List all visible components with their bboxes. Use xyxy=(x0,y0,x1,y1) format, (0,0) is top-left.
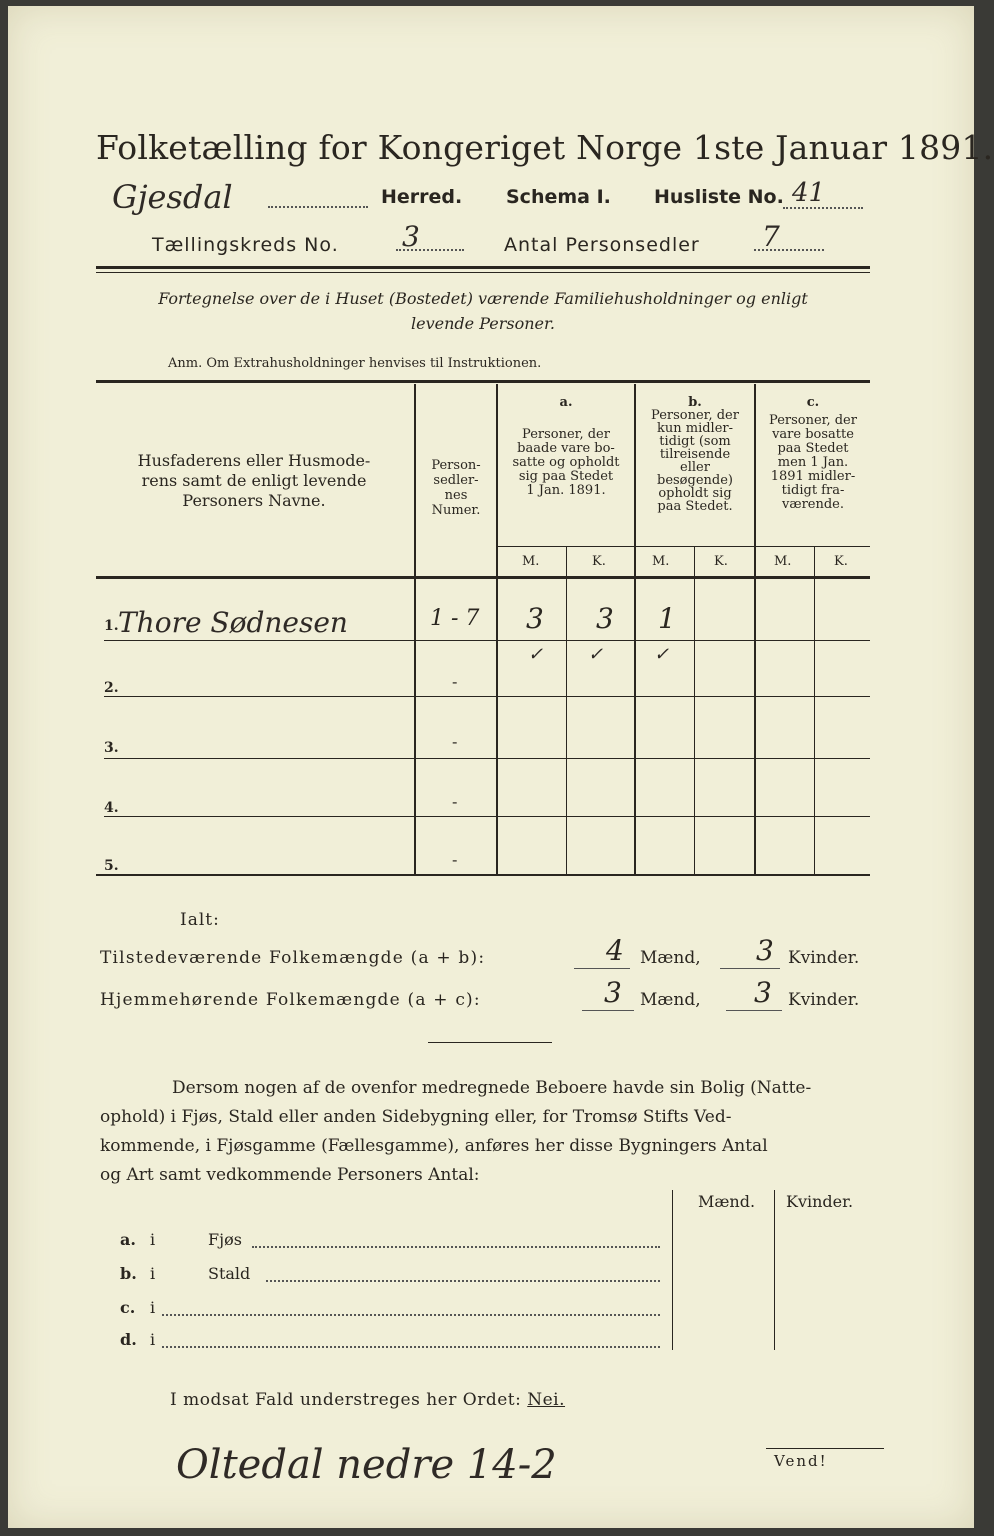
row-4-numer: - xyxy=(452,792,458,811)
a-m-label: M. xyxy=(522,554,540,569)
col-c-line-3: paa Stedet xyxy=(777,441,849,456)
hjemme-maend-label: Mænd, xyxy=(640,990,701,1010)
vend-label: Vend! xyxy=(774,1452,828,1470)
antal-label: Antal Personsedler xyxy=(504,234,700,256)
summary-separator xyxy=(428,1042,552,1043)
row-1-a-k-check: ✓ xyxy=(588,644,604,665)
building-row-d-i: i xyxy=(150,1330,156,1349)
antal-value: 7 xyxy=(762,220,780,253)
row-4-rule xyxy=(104,816,870,817)
building-row-d-dots xyxy=(162,1346,660,1348)
tilstede-kvinder: 3 xyxy=(756,934,774,967)
hjemme-kvinder: 3 xyxy=(754,976,772,1009)
col-b-header xyxy=(636,396,754,513)
col-b-line-6: besøgende) xyxy=(657,473,733,488)
bottom-handwritten-note: Oltedal nedre 14-2 xyxy=(176,1442,557,1488)
b-m-label: M. xyxy=(652,554,670,569)
row-1-a-k: 3 xyxy=(596,602,614,635)
row-1-a-m: 3 xyxy=(526,602,544,635)
building-row-a-letter: a. xyxy=(120,1230,136,1249)
a-k-label: K. xyxy=(592,554,606,569)
building-row-a-dots xyxy=(252,1246,660,1248)
col-b-line-3: tidigt (som xyxy=(659,434,731,449)
ialt-label: Ialt: xyxy=(180,910,220,930)
col-b-letter: b. xyxy=(688,395,702,410)
husliste-dots xyxy=(783,207,863,209)
vend-rule xyxy=(766,1448,884,1449)
building-row-c-i: i xyxy=(150,1298,156,1317)
buildings-para-line-3: kommende, i Fjøsgamme (Fællesgamme), anføres her disse Bygningers Antal xyxy=(100,1136,768,1156)
buildings-para-line-1: Dersom nogen af de ovenfor medregnede Beboere havde sin Bolig (Natte- xyxy=(172,1078,812,1098)
tilstede-kvinder-line xyxy=(720,968,780,969)
intro-line-2: levende Personer. xyxy=(411,314,555,333)
row-1-numer: 1 - 7 xyxy=(430,606,480,631)
buildings-col-divider-1 xyxy=(672,1190,673,1350)
col-divider-b-mk xyxy=(694,546,695,874)
row-5-numer: - xyxy=(452,850,458,869)
antal-dots xyxy=(754,249,824,251)
modsat-word: Nei. xyxy=(527,1390,566,1410)
col-b-line-7: opholdt sig xyxy=(658,486,732,501)
kreds-value: 3 xyxy=(402,220,420,253)
col-a-header xyxy=(498,396,634,498)
row-2-number: 2. xyxy=(104,680,119,696)
row-2-rule xyxy=(104,696,870,697)
tilstede-maend-line xyxy=(574,968,630,969)
hjemme-kvinder-line xyxy=(726,1010,782,1011)
row-1-name: Thore Sødnesen xyxy=(118,606,348,639)
col-num-line-3: nes xyxy=(444,488,468,503)
col-c-line-6: tidigt fra- xyxy=(781,483,845,498)
buildings-paragraph xyxy=(100,1074,872,1190)
modsat-text xyxy=(170,1390,565,1410)
hjemme-kvinder-label: Kvinder. xyxy=(788,990,860,1010)
tilstede-maend: 4 xyxy=(606,934,624,967)
buildings-para-line-4: og Art samt vedkommende Personers Antal: xyxy=(100,1165,480,1185)
col-a-line-1: Personer, der xyxy=(522,427,610,442)
row-3-numer: - xyxy=(452,732,458,751)
col-a-line-3: satte og opholdt xyxy=(512,455,620,470)
kreds-dots xyxy=(396,249,464,251)
row-3-rule xyxy=(104,758,870,759)
row-1-rule xyxy=(104,640,870,641)
col-divider-a-mk xyxy=(566,546,567,874)
col-c-line-2: vare bosatte xyxy=(772,427,854,442)
building-row-b-letter: b. xyxy=(120,1264,137,1283)
c-k-label: K. xyxy=(834,554,848,569)
form-title: Folketælling for Kongeriget Norge 1ste Januar 1891. xyxy=(96,128,994,167)
anm-note: Anm. Om Extrahusholdninger henvises til Instruktionen. xyxy=(168,356,542,371)
table-bottom-rule xyxy=(96,874,870,876)
col-name-header xyxy=(104,451,404,511)
col-a-line-4: sig paa Stedet xyxy=(518,469,614,484)
buildings-kvinder-header: Kvinder. xyxy=(786,1192,854,1211)
col-c-letter: c. xyxy=(806,395,820,410)
c-m-label: M. xyxy=(774,554,792,569)
row-5-number: 5. xyxy=(104,858,119,874)
hjemme-maend-line xyxy=(582,1010,634,1011)
col-c-header xyxy=(756,396,870,512)
tilstede-maend-label: Mænd, xyxy=(640,948,701,968)
col-c-line-4: men 1 Jan. xyxy=(777,455,849,470)
tilstede-label: Tilstedeværende Folkemængde (a + b): xyxy=(100,948,486,968)
col-a-letter: a. xyxy=(559,395,573,410)
building-row-b-i: i xyxy=(150,1264,156,1283)
herred-dots xyxy=(268,206,368,208)
col-a-line-2: baade vare bo- xyxy=(517,441,615,456)
row-3-number: 3. xyxy=(104,740,119,756)
row-1-number: 1. xyxy=(104,618,119,634)
hjemme-label: Hjemmehørende Folkemængde (a + c): xyxy=(100,990,481,1010)
building-row-c-letter: c. xyxy=(120,1298,136,1317)
row-1-b-m-check: ✓ xyxy=(654,644,670,665)
intro-line-1: Fortegnelse over de i Huset (Bostedet) værende Familiehusholdninger og enligt xyxy=(158,289,808,308)
col-b-line-4: tilreisende xyxy=(659,447,731,462)
census-form-page xyxy=(8,6,994,1528)
tilstede-kvinder-label: Kvinder. xyxy=(788,948,860,968)
hjemme-maend: 3 xyxy=(604,976,622,1009)
buildings-para-line-2: ophold) i Fjøs, Stald eller anden Sidebygning eller, for Tromsø Stifts Ved- xyxy=(100,1107,732,1127)
row-1-a-m-check: ✓ xyxy=(528,644,544,665)
husliste-value: 41 xyxy=(792,178,826,208)
col-name-line-1: Husfaderens eller Husmode- xyxy=(137,451,371,470)
kreds-label: Tællingskreds No. xyxy=(152,234,339,256)
building-row-a-label: Fjøs xyxy=(208,1230,242,1249)
col-num-line-2: sedler- xyxy=(433,473,479,488)
row-2-numer: - xyxy=(452,672,458,691)
building-row-a-i: i xyxy=(150,1230,156,1249)
herred-label: Herred. xyxy=(381,186,463,208)
col-b-line-8: paa Stedet. xyxy=(657,499,733,514)
mk-rule xyxy=(496,546,870,547)
col-b-line-2: kun midler- xyxy=(656,421,734,436)
col-num-header xyxy=(416,458,496,518)
building-row-c-dots xyxy=(162,1314,660,1316)
col-num-line-1: Person- xyxy=(431,458,481,473)
schema-label: Schema I. xyxy=(506,186,611,208)
col-num-line-4: Numer. xyxy=(431,503,481,518)
col-c-line-1: Personer, der xyxy=(769,413,857,428)
building-row-d-letter: d. xyxy=(120,1330,137,1349)
col-b-line-5: eller xyxy=(680,460,710,475)
row-4-number: 4. xyxy=(104,800,119,816)
building-row-b-label: Stald xyxy=(208,1264,251,1283)
table-top-rule xyxy=(96,380,870,383)
building-row-b-dots xyxy=(266,1280,660,1282)
col-c-line-7: værende. xyxy=(782,497,844,512)
header-rule-thin xyxy=(96,272,870,273)
row-1-b-m: 1 xyxy=(658,602,676,635)
col-b-line-1: Personer, der xyxy=(651,408,739,423)
col-name-line-3: Personers Navne. xyxy=(182,491,326,510)
header-rule xyxy=(96,266,870,269)
buildings-maend-header: Mænd. xyxy=(698,1192,756,1211)
col-c-line-5: 1891 midler- xyxy=(770,469,856,484)
buildings-col-divider-2 xyxy=(774,1190,775,1350)
b-k-label: K. xyxy=(714,554,728,569)
modsat-prefix: I modsat Fald understreges her Ordet: xyxy=(170,1390,522,1410)
husliste-label: Husliste No. xyxy=(654,186,784,208)
col-divider-c-mk xyxy=(814,546,815,874)
col-a-line-5: 1 Jan. 1891. xyxy=(526,483,606,498)
col-name-line-2: rens samt de enligt levende xyxy=(141,471,367,490)
herred-value: Gjesdal xyxy=(112,178,233,216)
